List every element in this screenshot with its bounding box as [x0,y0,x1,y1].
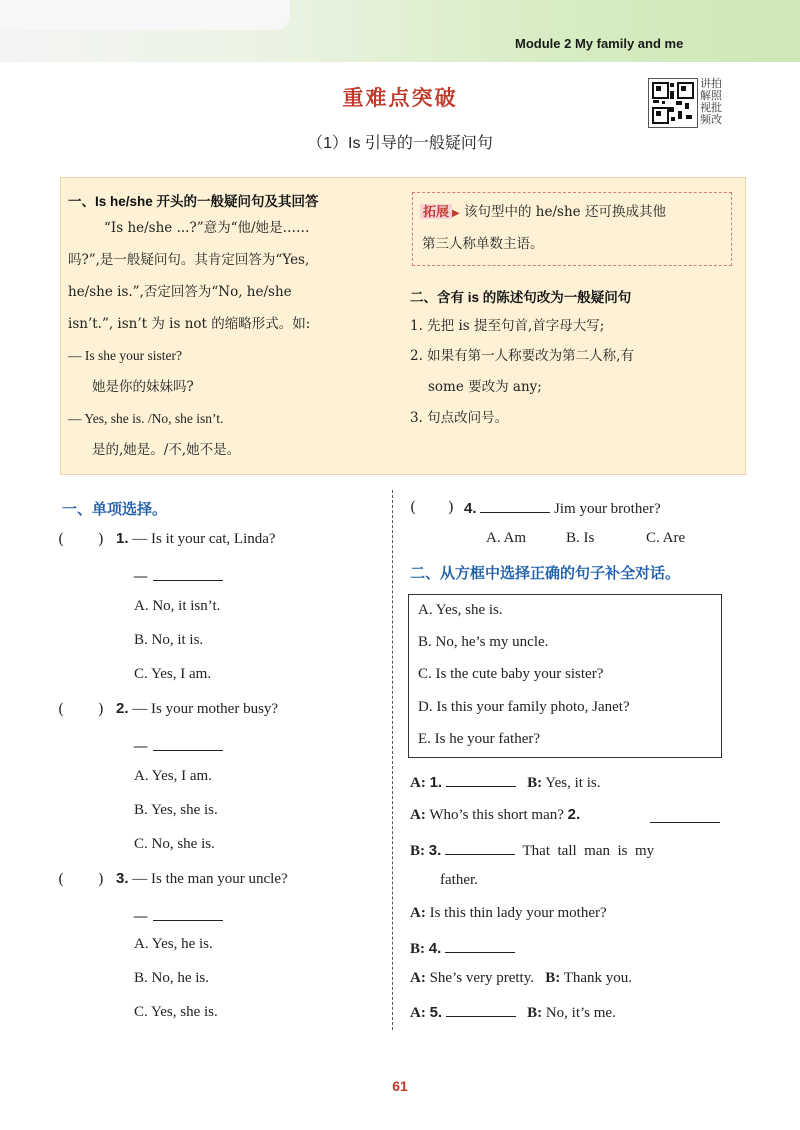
arrow-right-icon: ▶ [452,208,460,219]
dialog-line-7: A: 5. B: No, it’s me. [410,1004,616,1021]
left-line: isn’t.”, isn’t 为 is not 的缩略形式。如: [68,316,311,332]
question-3: 3. — Is the man your uncle? [116,870,288,887]
answer-blank[interactable] [480,498,550,513]
answer-blank[interactable] [650,808,720,823]
box-option: E. Is he your father? [418,731,541,747]
left-line: he/she is.”,否定回答为“No, he/she [68,284,292,300]
left-line: “Is he/she ...?”意为“他/她是…… [104,220,310,236]
option[interactable]: B. Yes, she is. [134,802,218,818]
box-option: C. Is the cute baby your sister? [418,666,604,682]
right-heading: 二、含有 is 的陈述句改为一般疑问句 [410,290,632,305]
answer-blank[interactable] [445,938,515,953]
module-title: Module 2 My family and me [515,36,684,51]
option[interactable]: A. Am [486,530,527,546]
option[interactable]: C. Yes, I am. [134,666,212,682]
answer-paren-close: ) [98,870,104,888]
option[interactable]: C. Are [646,530,686,546]
answer-paren-close: ) [448,498,454,516]
right-line: 1. 先把 is 提至句首,首字母大写; [410,318,605,334]
left-line: 是的,她是。/不,她不是。 [92,442,241,458]
expand-line: 拓展 ▶ 该句型中的 he/she 还可换成其他 [420,202,666,224]
qr-label: 讲拍 解照 视批 频改 [700,78,722,126]
option[interactable]: A. No, it isn’t. [134,598,221,614]
question-2: 2. — Is your mother busy? [116,700,279,717]
dialog-line-2: A: Who’s this short man? 2. [410,806,581,823]
answer-line[interactable]: — [133,736,223,755]
question-1: 1. — Is it your cat, Linda? [116,530,276,547]
section2-heading: 二、从方框中选择正确的句子补全对话。 [410,565,681,582]
page-number: 61 [392,1078,408,1094]
column-divider [392,490,393,1030]
page-title: 重难点突破 [342,87,458,110]
dialog-line-6: A: She’s very pretty. B: Thank you. [410,970,633,986]
left-heading: 一、Is he/she 开头的一般疑问句及其回答 [68,194,319,209]
left-line: — Yes, she is. /No, she isn’t. [68,411,224,426]
option[interactable]: C. No, she is. [134,836,215,852]
answer-blank[interactable] [446,1002,516,1017]
header-tab [0,0,290,30]
answer-paren[interactable]: ( [410,498,416,516]
left-line: 吗?”,是一般疑问句。其肯定回答为“Yes, [68,252,310,268]
option[interactable]: A. Yes, he is. [134,936,213,952]
expand-badge: 拓展 [420,204,452,219]
dialog-line-3-cont: father. [440,872,478,888]
right-line: 3. 句点改问号。 [410,410,509,426]
dialog-line-3: B: 3. That tall man is my [410,842,655,859]
answer-blank[interactable] [445,840,515,855]
option[interactable]: B. Is [566,530,595,546]
dialog-line-1: A: 1. B: Yes, it is. [410,774,601,791]
left-line: 她是你的妹妹吗? [92,379,194,395]
box-option: A. Yes, she is. [418,602,503,618]
option[interactable]: C. Yes, she is. [134,1004,218,1020]
qr-code-icon[interactable] [648,78,698,128]
right-line: some 要改为 any; [428,379,542,395]
answer-paren[interactable]: ( [58,870,64,888]
answer-paren-close: ) [98,530,104,548]
answer-line[interactable]: — [133,566,223,585]
page-subtitle: （1）Is 引导的一般疑问句 [307,135,493,152]
question-4: 4. Jim your brother? [464,500,661,517]
expand-line: 第三人称单数主语。 [422,236,544,252]
box-option: D. Is this your family photo, Janet? [418,699,630,715]
dialog-line-5: B: 4. [410,938,515,958]
answer-blank[interactable] [446,772,516,787]
section1-heading: 一、单项选择。 [62,501,168,518]
left-line: — Is she your sister? [68,348,182,363]
dialog-line-4: A: Is this thin lady your mother? [410,905,607,921]
answer-paren[interactable]: ( [58,700,64,718]
option[interactable]: B. No, it is. [134,632,204,648]
answer-paren[interactable]: ( [58,530,64,548]
box-option: B. No, he’s my uncle. [418,634,549,650]
answer-paren-close: ) [98,700,104,718]
answer-line[interactable]: — [133,906,223,925]
option[interactable]: B. No, he is. [134,970,209,986]
option[interactable]: A. Yes, I am. [134,768,212,784]
right-line: 2. 如果有第一人称要改为第二人称,有 [410,348,634,364]
